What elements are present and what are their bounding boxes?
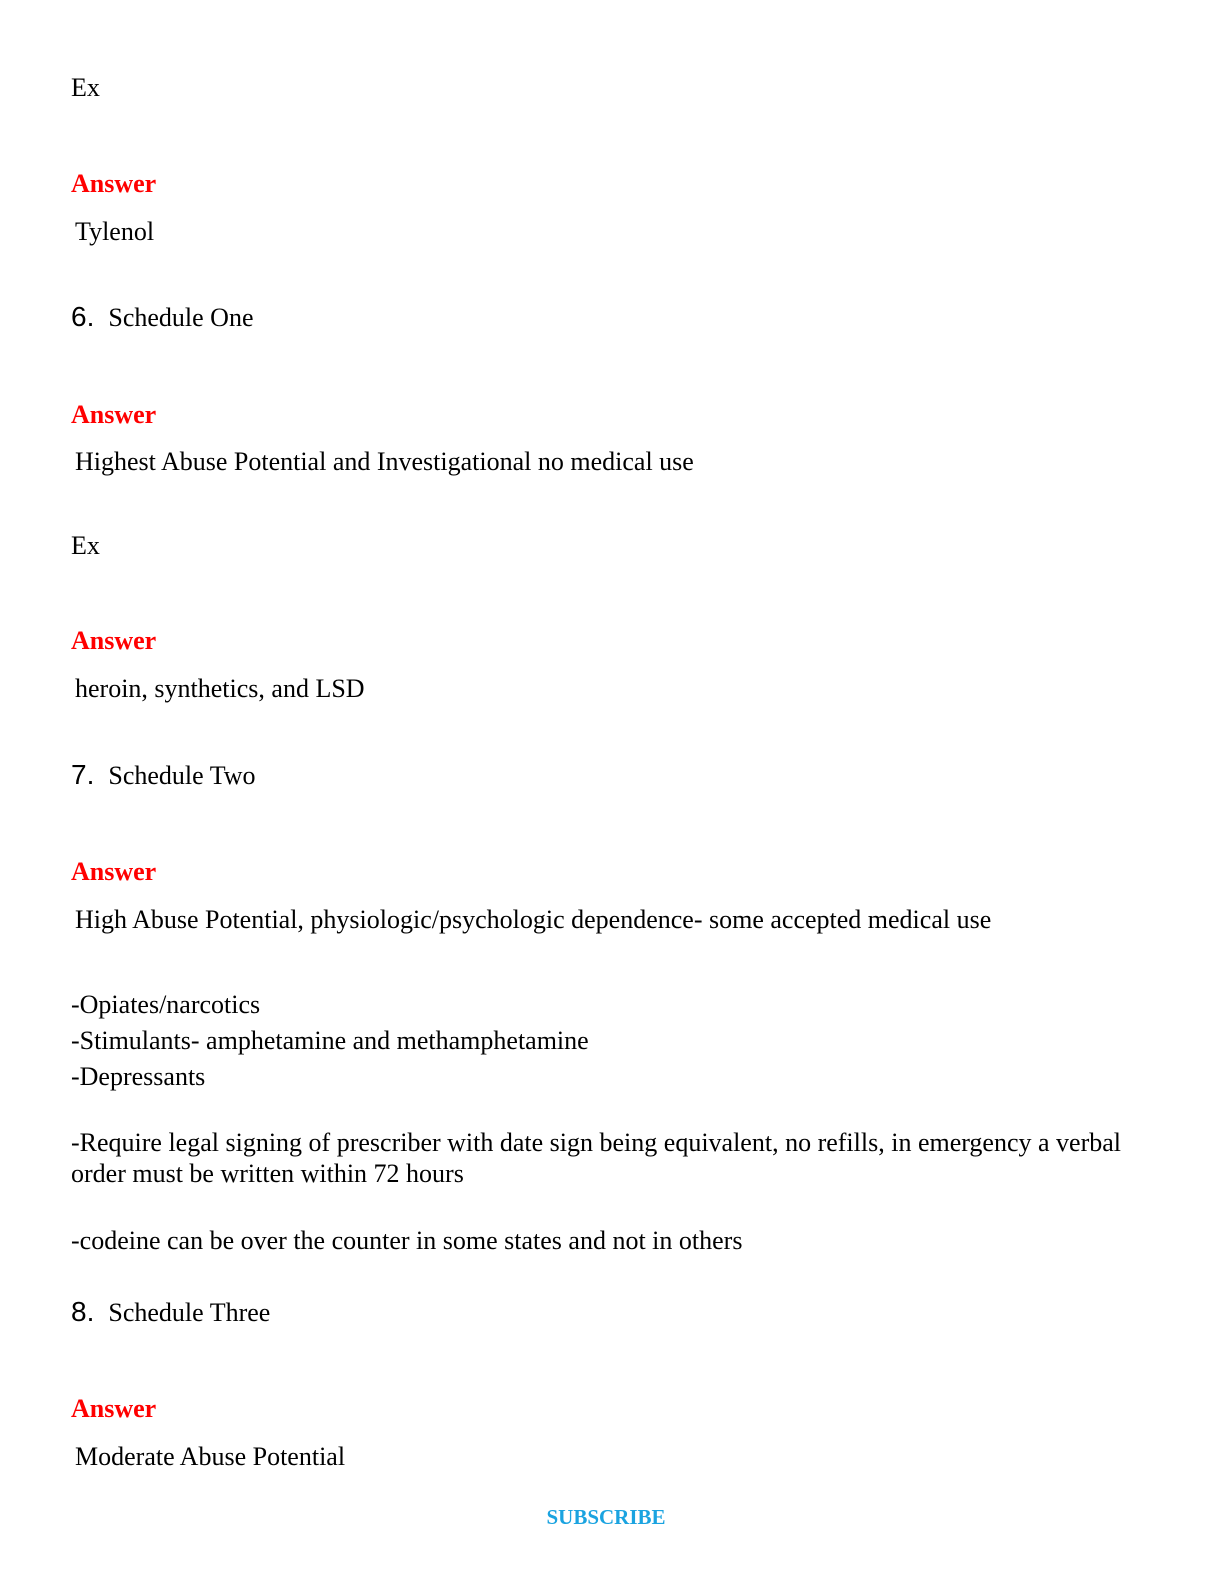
example-label: Ex bbox=[71, 73, 100, 102]
question-text: Schedule Three bbox=[108, 1298, 271, 1327]
note-paragraph: -Require legal signing of prescriber with date sign being equivalent, no refills, in emergency a verbal order must be written within 72 hours bbox=[71, 1128, 1122, 1188]
note-paragraph: -codeine can be over the counter in some states and not in others bbox=[71, 1226, 743, 1255]
question-number: 8. bbox=[71, 1296, 95, 1327]
list-item: -Opiates/narcotics bbox=[71, 990, 261, 1019]
answer-text: Highest Abuse Potential and Investigational no medical use bbox=[75, 447, 694, 476]
list-item: -Depressants bbox=[71, 1062, 206, 1091]
question-text: Schedule One bbox=[108, 303, 254, 332]
subscribe-link[interactable]: SUBSCRIBE bbox=[546, 1505, 666, 1529]
answer-text: High Abuse Potential, physiologic/psychologic dependence- some accepted medical use bbox=[75, 905, 992, 934]
question-number: 6. bbox=[71, 301, 95, 332]
answer-label: Answer bbox=[71, 169, 157, 198]
answer-text: heroin, synthetics, and LSD bbox=[75, 674, 365, 703]
question-8 bbox=[71, 1296, 270, 1329]
question-6 bbox=[71, 301, 253, 334]
list-item: -Stimulants- amphetamine and methamphetamine bbox=[71, 1026, 589, 1055]
answer-text: Tylenol bbox=[75, 217, 155, 246]
answer-label: Answer bbox=[71, 626, 157, 655]
question-number: 7. bbox=[71, 759, 95, 790]
answer-text: Moderate Abuse Potential bbox=[75, 1442, 346, 1471]
question-text: Schedule Two bbox=[108, 761, 256, 790]
example-label: Ex bbox=[71, 531, 100, 560]
answer-label: Answer bbox=[71, 1394, 157, 1423]
answer-label: Answer bbox=[71, 857, 157, 886]
answer-label: Answer bbox=[71, 400, 157, 429]
question-7 bbox=[71, 759, 256, 792]
